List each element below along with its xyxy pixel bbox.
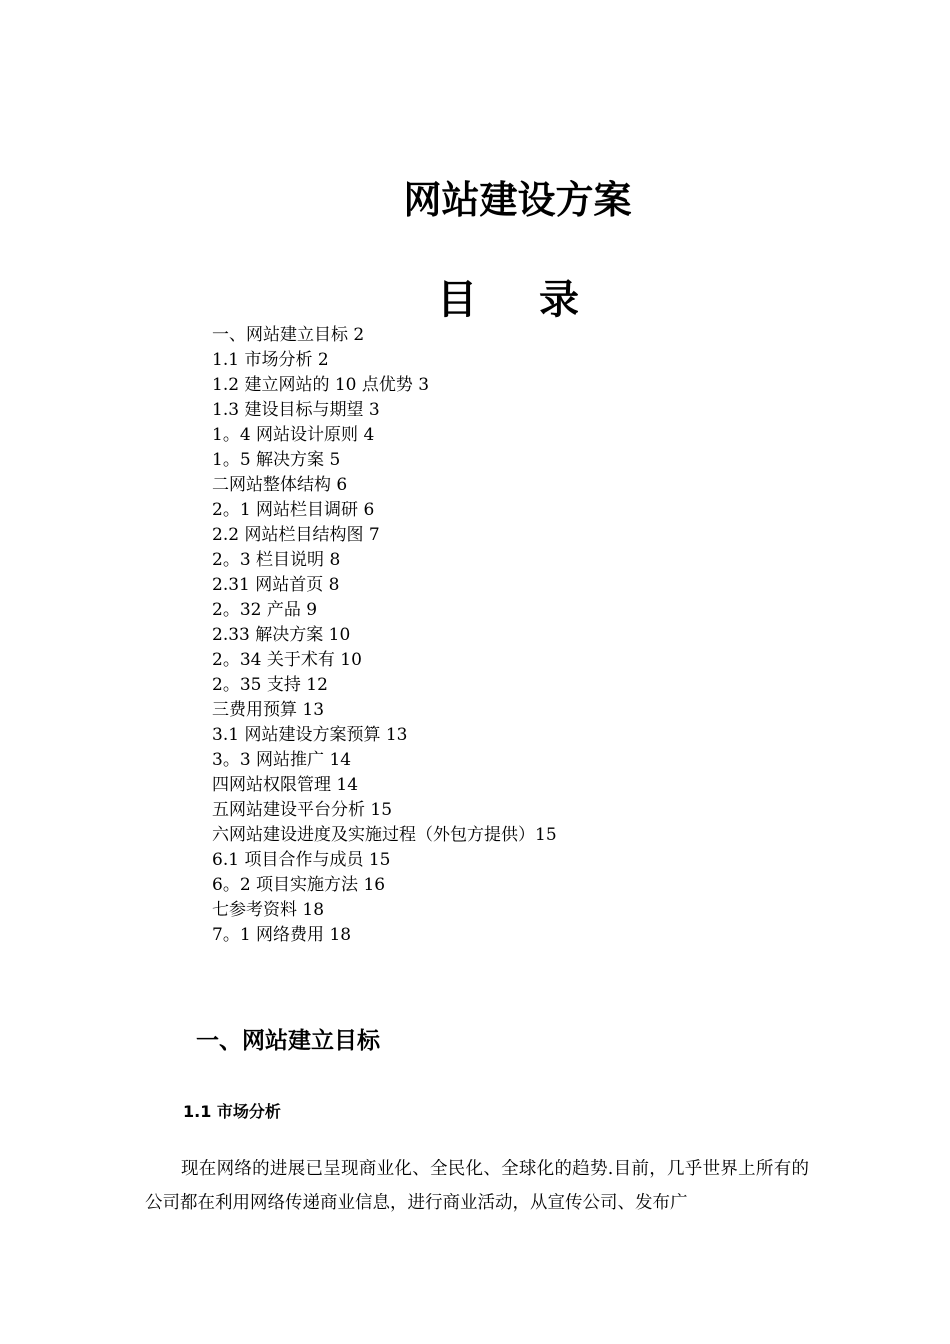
toc-entry[interactable]: 六网站建设进度及实施过程（外包方提供）15: [212, 825, 557, 845]
toc-entry[interactable]: 2。3 栏目说明 8: [212, 550, 341, 570]
document-title: 网站建设方案: [403, 178, 632, 222]
body-paragraph: 现在网络的进展已呈现商业化、全民化、全球化的趋势.目前，几乎世界上所有的公司都在利用网络传递商业信息，进行商业活动，从宣传公司、发布广: [145, 1159, 809, 1213]
toc-entry[interactable]: 2.31 网站首页 8: [212, 575, 340, 595]
toc-entry[interactable]: 1.1 市场分析 2: [212, 350, 329, 370]
toc-entry[interactable]: 2.33 解决方案 10: [212, 625, 351, 645]
toc-entry[interactable]: 7。1 网络费用 18: [212, 925, 352, 945]
toc-entry[interactable]: 七参考资料 18: [212, 900, 325, 920]
toc-entry[interactable]: 2。34 关于术有 10: [212, 650, 362, 670]
section-heading: 一、网站建立目标: [196, 1028, 380, 1054]
toc-heading: 目 录: [437, 277, 603, 323]
toc-entry[interactable]: 四网站权限管理 14: [212, 775, 359, 795]
toc-entry[interactable]: 2。1 网站栏目调研 6: [212, 500, 375, 520]
toc-entry[interactable]: 2。35 支持 12: [212, 675, 328, 695]
toc-entry[interactable]: 6.1 项目合作与成员 15: [212, 850, 391, 870]
toc-entry[interactable]: 1。4 网站设计原则 4: [212, 425, 375, 445]
toc-entry[interactable]: 五网站建设平台分析 15: [212, 800, 393, 820]
table-of-contents: [212, 323, 557, 948]
subsection-heading: 1.1 市场分析: [183, 1102, 281, 1121]
toc-entry[interactable]: 2.2 网站栏目结构图 7: [212, 525, 380, 545]
toc-entry[interactable]: 一、网站建立目标 2: [212, 325, 365, 345]
toc-entry[interactable]: 1.2 建立网站的 10 点优势 3: [212, 375, 430, 395]
toc-entry[interactable]: 三费用预算 13: [212, 700, 325, 720]
toc-entry[interactable]: 3。3 网站推广 14: [212, 750, 352, 770]
toc-entry[interactable]: 3.1 网站建设方案预算 13: [212, 725, 408, 745]
toc-entry[interactable]: 1.3 建设目标与期望 3: [212, 400, 380, 420]
toc-entry[interactable]: 二网站整体结构 6: [212, 475, 348, 495]
toc-entry[interactable]: 1。5 解决方案 5: [212, 450, 341, 470]
toc-entry[interactable]: 6。2 项目实施方法 16: [212, 875, 386, 895]
toc-entry[interactable]: 2。32 产品 9: [212, 600, 318, 620]
